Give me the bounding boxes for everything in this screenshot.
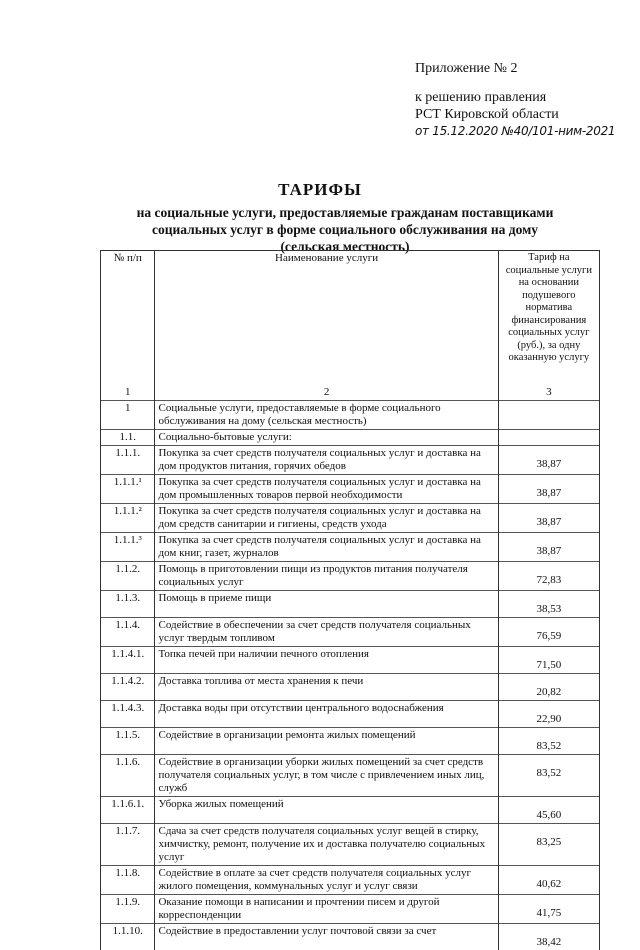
row-tariff: 38,87 (498, 446, 599, 475)
row-number: 1.1.1.² (101, 504, 155, 533)
column-number-row (101, 385, 600, 401)
table-row (101, 797, 600, 824)
table-row (101, 475, 600, 504)
document-title: ТАРИФЫ (0, 180, 640, 200)
row-tariff: 22,90 (498, 701, 599, 728)
row-service-name: Социальные услуги, предоставляемые в форме социального обслуживания на дому (сельская местность) (155, 401, 498, 430)
row-service-name: Содействие в обеспечении за счет средств получателя социальных услуг твердым топливом (155, 618, 498, 647)
row-tariff: 76,59 (498, 618, 599, 647)
row-number: 1.1.2. (101, 562, 155, 591)
row-number: 1.1.4.3. (101, 701, 155, 728)
table-row (101, 728, 600, 755)
row-tariff: 45,60 (498, 797, 599, 824)
table-row (101, 866, 600, 895)
row-tariff: 83,52 (498, 728, 599, 755)
table-row (101, 430, 600, 446)
row-tariff: 20,82 (498, 674, 599, 701)
table-row (101, 401, 600, 430)
document-subtitle-line-1: на социальные услуги, предоставляемые гражданам поставщиками (95, 204, 595, 221)
table-row (101, 562, 600, 591)
table-row (101, 701, 600, 728)
table-row (101, 647, 600, 674)
row-number: 1.1.10. (101, 924, 155, 950)
row-tariff: 38,87 (498, 533, 599, 562)
row-number: 1.1.3. (101, 591, 155, 618)
row-service-name: Топка печей при наличии печного отопления (155, 647, 498, 674)
column-number-2: 2 (155, 385, 498, 401)
table-row (101, 533, 600, 562)
row-service-name: Уборка жилых помещений (155, 797, 498, 824)
table-row (101, 618, 600, 647)
row-number: 1 (101, 401, 155, 430)
row-service-name: Оказание помощи в написании и прочтении писем и другой корреспонденции (155, 895, 498, 924)
row-service-name: Покупка за счет средств получателя социальных услуг и доставка на дом средств санитарии и гигиены, средств ухода (155, 504, 498, 533)
row-tariff: 41,75 (498, 895, 599, 924)
annex-date-number: от 15.12.2020 №40/101-ним-2021 (415, 123, 615, 140)
row-service-name: Содействие в организации уборки жилых помещений за счет средств получателя социальных услуг, в том числе с привлечением иных лиц, служб (155, 755, 498, 797)
row-tariff: 71,50 (498, 647, 599, 674)
row-tariff: 40,62 (498, 866, 599, 895)
row-service-name: Помощь в приеме пищи (155, 591, 498, 618)
column-number-1: 1 (101, 385, 155, 401)
row-number: 1.1.4.2. (101, 674, 155, 701)
row-number: 1.1.6.1. (101, 797, 155, 824)
row-tariff: 72,83 (498, 562, 599, 591)
row-service-name: Помощь в приготовлении пищи из продуктов питания получателя социальных услуг (155, 562, 498, 591)
row-number: 1.1.5. (101, 728, 155, 755)
annex-decision: к решению правления (415, 89, 615, 106)
row-number: 1.1.7. (101, 824, 155, 866)
row-service-name: Содействие в предоставлении услуг почтовой связи за счет (155, 924, 498, 950)
document-heading (0, 180, 640, 255)
row-service-name: Покупка за счет средств получателя социальных услуг и доставка на дом продуктов питания, горячих обедов (155, 446, 498, 475)
row-number: 1.1.4. (101, 618, 155, 647)
table-row (101, 591, 600, 618)
row-tariff: 38,87 (498, 475, 599, 504)
annex-block (415, 60, 615, 140)
table-row (101, 924, 600, 950)
annex-spacer (415, 77, 615, 89)
row-service-name: Сдача за счет средств получателя социальных услуг вещей в стирку, химчистку, ремонт, получение их и доставка получателю социальных услуг (155, 824, 498, 866)
table-row (101, 674, 600, 701)
row-number: 1.1.4.1. (101, 647, 155, 674)
row-number: 1.1. (101, 430, 155, 446)
row-number: 1.1.1. (101, 446, 155, 475)
row-service-name: Содействие в организации ремонта жилых помещений (155, 728, 498, 755)
annex-title: Приложение № 2 (415, 60, 615, 77)
column-number-3: 3 (498, 385, 599, 401)
document-subtitle-line-2: социальных услуг в форме социального обслуживания на дому (95, 221, 595, 238)
tariffs-table (100, 250, 600, 950)
row-service-name: Социально-бытовые услуги: (155, 430, 498, 446)
document-subtitle-line-3: (сельская местность) (95, 238, 595, 255)
row-number: 1.1.1.¹ (101, 475, 155, 504)
table-header-row (101, 251, 600, 386)
table-row (101, 446, 600, 475)
row-number: 1.1.8. (101, 866, 155, 895)
row-tariff (498, 430, 599, 446)
header-number: № п/п (101, 251, 155, 386)
row-service-name: Покупка за счет средств получателя социальных услуг и доставка на дом книг, газет, журналов (155, 533, 498, 562)
table-body (101, 401, 600, 950)
table-row (101, 824, 600, 866)
table-row (101, 504, 600, 533)
header-service-name: Наименование услуги (155, 251, 498, 386)
row-service-name: Содействие в оплате за счет средств получателя социальных услуг жилого помещения, коммунальных услуг и услуг связи (155, 866, 498, 895)
row-service-name: Доставка воды при отсутствии центрального водоснабжения (155, 701, 498, 728)
row-number: 1.1.1.³ (101, 533, 155, 562)
row-service-name: Доставка топлива от места хранения к печи (155, 674, 498, 701)
row-tariff: 38,87 (498, 504, 599, 533)
row-number: 1.1.9. (101, 895, 155, 924)
table-row (101, 755, 600, 797)
annex-authority: РСТ Кировской области (415, 106, 615, 123)
table-row (101, 895, 600, 924)
row-tariff (498, 401, 599, 430)
row-service-name: Покупка за счет средств получателя социальных услуг и доставка на дом промышленных товаров первой необходимости (155, 475, 498, 504)
row-tariff: 38,53 (498, 591, 599, 618)
row-tariff: 83,52 (498, 755, 599, 797)
row-tariff: 83,25 (498, 824, 599, 866)
row-tariff: 38,42 (498, 924, 599, 950)
row-number: 1.1.6. (101, 755, 155, 797)
header-tariff: Тариф на социальные услуги на основании подушевого норматива финансирования социальных услуг (руб.), за одну оказанную услугу (498, 251, 599, 386)
